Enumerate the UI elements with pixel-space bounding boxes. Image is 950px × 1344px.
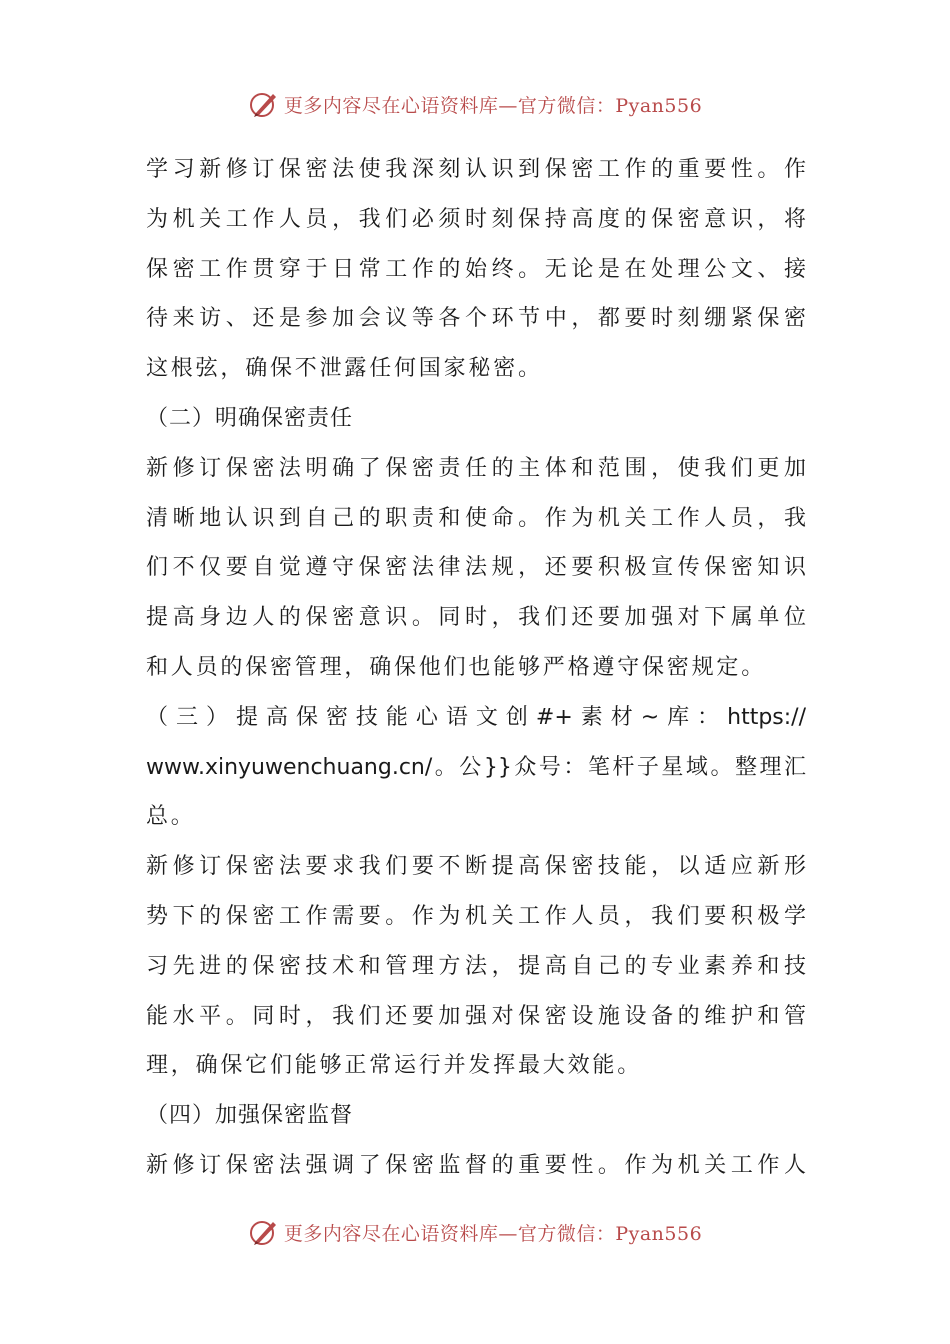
section-heading: （二）明确保密责任 — [146, 405, 354, 431]
paragraph-line: 新修订保密法强调了保密监督的重要性。作为机关工作人 — [146, 1152, 806, 1178]
paragraph-line: 保密工作贯穿于日常工作的始终。无论是在处理公文、接 — [146, 256, 806, 282]
paragraph-line: 们不仅要自觉遵守保密法律法规，还要积极宣传保密知识 — [146, 555, 806, 581]
paragraph-line: www.xinyuwenchuang.cn/。公}}众号：笔杆子星域。整理汇 — [146, 754, 806, 780]
paragraph-line: 为机关工作人员，我们必须时刻保持高度的保密意识，将 — [146, 206, 806, 232]
document-body — [146, 145, 806, 1191]
paragraph-line: 这根弦，确保不泄露任何国家秘密。 — [146, 356, 543, 382]
section-heading: （三）提高保密技能心语文创#+素材~库：https:// — [146, 704, 806, 730]
paragraph-line: 新修订保密法要求我们要不断提高保密技能，以适应新形 — [146, 854, 806, 880]
paragraph-line: 学习新修订保密法使我深刻认识到保密工作的重要性。作 — [146, 157, 806, 182]
paragraph-line: 习先进的保密技术和管理方法，提高自己的专业素养和技 — [146, 953, 806, 979]
section-heading: （四）加强保密监督 — [146, 1103, 354, 1129]
pen-logo-icon — [248, 1216, 280, 1248]
paragraph-line: 理，确保它们能够正常运行并发挥最大效能。 — [146, 1053, 643, 1079]
paragraph-line: 新修订保密法明确了保密责任的主体和范围，使我们更加 — [146, 455, 806, 481]
paragraph-line: 清晰地认识到自己的职责和使命。作为机关工作人员，我 — [146, 505, 806, 531]
header-banner — [0, 84, 950, 124]
pen-logo-icon — [248, 88, 280, 120]
footer-banner — [0, 1212, 950, 1252]
paragraph-line: 总。 — [146, 804, 196, 830]
paragraph-line: 能水平。同时，我们还要加强对保密设施设备的维护和管 — [146, 1003, 806, 1029]
header-banner-text: 更多内容尽在心语资料库—官方微信：Pyan556 — [283, 94, 703, 117]
paragraph-line: 势下的保密工作需要。作为机关工作人员，我们要积极学 — [146, 903, 806, 929]
footer-banner-text: 更多内容尽在心语资料库—官方微信：Pyan556 — [283, 1222, 703, 1245]
paragraph-line: 和人员的保密管理，确保他们也能够严格遵守保密规定。 — [146, 654, 767, 680]
paragraph-line: 提高身边人的保密意识。同时，我们还要加强对下属单位 — [146, 605, 806, 631]
paragraph-line: 待来访、还是参加会议等各个环节中，都要时刻绷紧保密 — [146, 306, 806, 332]
